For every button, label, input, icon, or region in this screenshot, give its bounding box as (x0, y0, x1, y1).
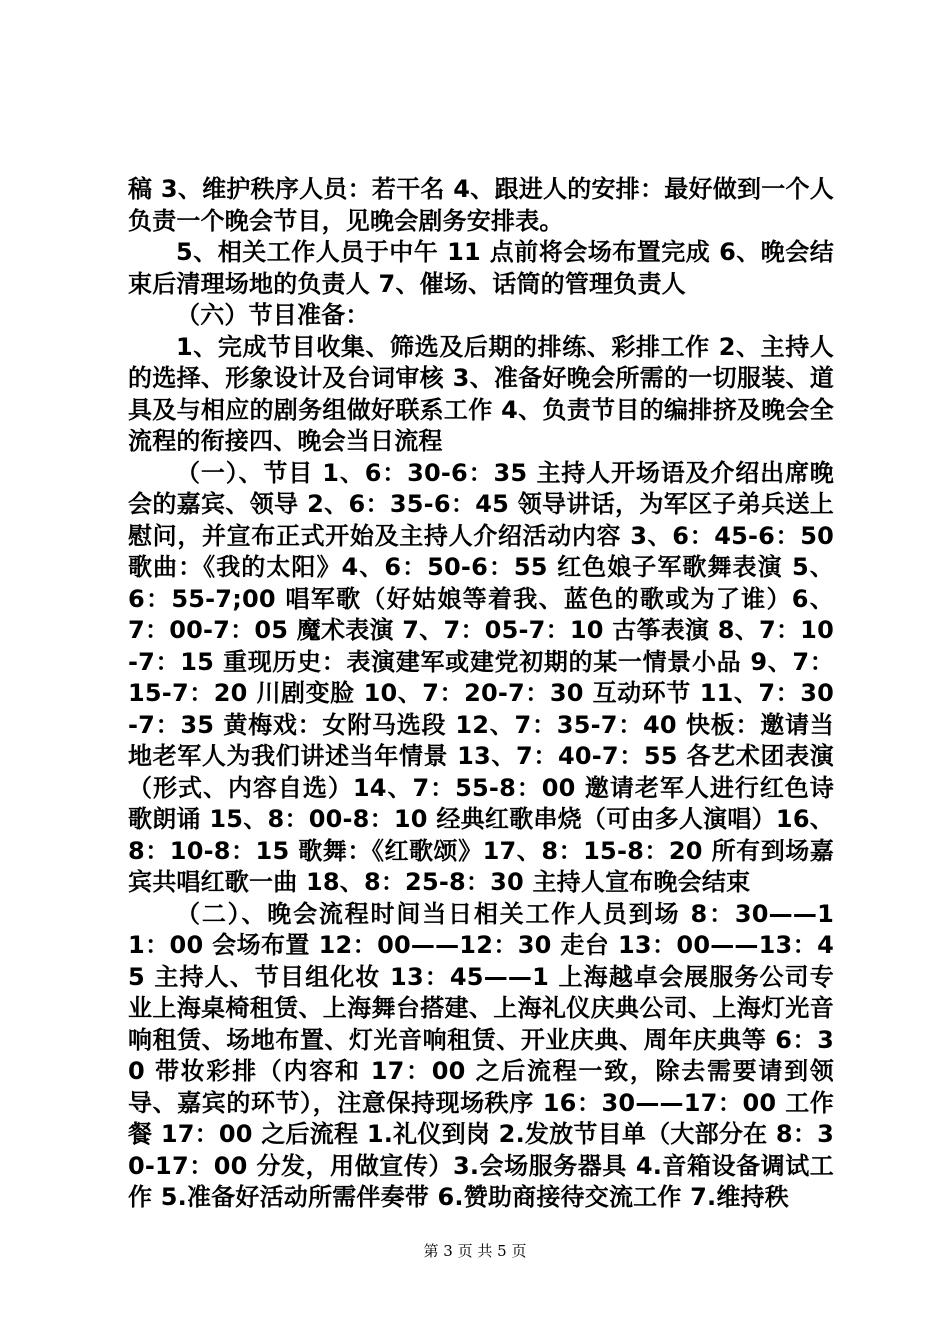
document-body (128, 174, 834, 1214)
paragraph: 1、完成节目收集、筛选及后期的排练、彩排工作 2、主持人的选择、形象设计及台词审核 3、准备好晚会所需的一切服装、道具及与相应的剧务组做好联系工作 4、负责节目的编排挤及晚会全流程的衔接四、晚会当日流程 (128, 332, 834, 455)
page-number-footer: 第 3 页 共 5 页 (423, 1242, 527, 1260)
section-heading: （六）节目准备： (176, 301, 370, 329)
paragraph: （二）、晚会流程时间当日相关工作人员到场 8：30——11：00 会场布置 12：00——12：30 走台 13：00——13：45 主持人、节目组化妆 13：45——1 上海越卓会展服务公司专业上海桌椅租赁、上海舞台搭建、上海礼仪庆典公司、上海灯光音响租赁、场地布置、灯光音响租赁、开业庆典、周年庆典等 6：30 带妆彩排（内容和 17：00 之后流程一致，除去需要请到领导、嘉宾的环节），注意保持现场秩序 16：30——17：00 工作餐 17：00 之后流程 1.礼仪到岗 2.发放节目单（大部分在 8：30-17：00 分发，用做宣传）3.会场服务器具 4.音箱设备调试工作 5.准备好活动所需伴奏带 6.赞助商接待交流工作 7.维持秩 (128, 899, 834, 1211)
paragraph: 5、相关工作人员于中午 11 点前将会场布置完成 6、晚会结束后清理场地的负责人 7、催场、话筒的管理负责人 (128, 238, 834, 298)
paragraph: （一）、节目 1、6：30-6：35 主持人开场语及介绍出席晚会的嘉宾、领导 2、6：35-6：45 领导讲话，为军区子弟兵送上慰问，并宣布正式开始及主持人介绍活动内容 3、6：45-6：50 歌曲：《我的太阳》4、6：50-6：55 红色娘子军歌舞表演 5、6：55-7;00 唱军歌（好姑娘等着我、蓝色的歌或为了谁）6、7：00-7：05 魔术表演 7、7：05-7：10 古筝表演 8、7：10-7：15 重现历史：表演建军或建党初期的某一情景小品 9、7：15-7：20 川剧变脸 10、7：20-7：30 互动环节 11、7：30-7：35 黄梅戏：女附马选段 12、7：35-7：40 快板：邀请当地老军人为我们讲述当年情景 13、7：40-7：55 各艺术团表演（形式、内容自选）14、7：55-8：00 邀请老军人进行红色诗歌朗诵 15、8：00-8：10 经典红歌串烧（可由多人演唱）16、8：10-8：15 歌舞：《红歌颂》17、8：15-8：20 所有到场嘉宾共唱红歌一曲 18、8：25-8：30 主持人宣布晚会结束 (128, 458, 834, 896)
paragraph: 稿 3、维护秩序人员：若干名 4、跟进人的安排：最好做到一个人负责一个晚会节目，见晚会剧务安排表。 (128, 175, 834, 235)
